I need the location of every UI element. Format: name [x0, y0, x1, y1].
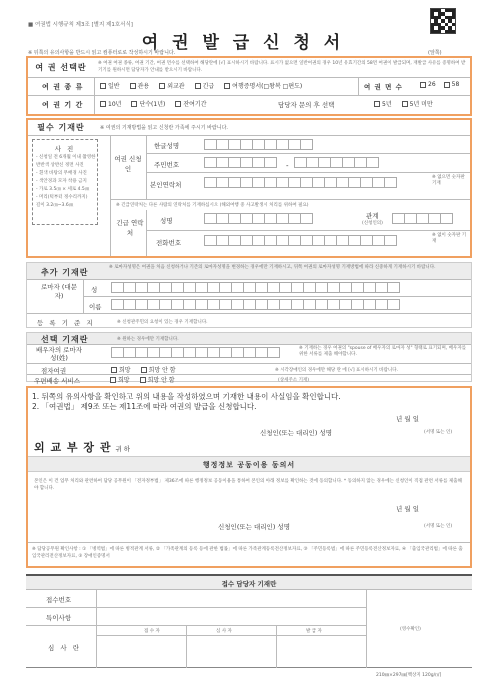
- emergency-phone-input[interactable]: [204, 235, 396, 246]
- paper-spec: 210㎜×297㎜[백상지 120g/㎡]: [376, 673, 442, 678]
- photo-title: 사 진: [54, 145, 76, 153]
- contact-input[interactable]: [204, 177, 396, 188]
- page-side-label: (앞쪽): [428, 50, 442, 56]
- applicant-label: 여권 신청인: [114, 155, 142, 173]
- passport-select-section: [26, 56, 472, 116]
- required-note: ※ 여권의 기재방법을 읽고 신청란 가족에 주시기 바랍니다.: [100, 125, 228, 131]
- relation-sub-label: (신청인의): [362, 221, 383, 226]
- receiver-col: 접 수 자: [144, 629, 160, 634]
- photo-box[interactable]: [32, 139, 98, 225]
- surname-input[interactable]: [111, 282, 399, 293]
- required-title: 필수 기재란: [37, 122, 85, 132]
- period-option-single[interactable]: 단수(1년): [131, 99, 165, 108]
- additional-title: 추가 기재란: [41, 268, 89, 277]
- declaration-applicant-label: 신청인(또는 대리인) 성명: [260, 429, 332, 437]
- staff-section-title: 접수 담당자 기재란: [221, 580, 277, 588]
- passport-type-label: 여 권 종 류: [42, 83, 84, 91]
- surname-label: 성: [91, 286, 98, 294]
- period-option-under-5y[interactable]: 5년 미만: [402, 99, 433, 108]
- required-section: 필수 기재란 ※ 여권의 기재방법을 읽고 신청란 가족에 주시기 바랍니다. 사 진 - 신청일 전 6개월 이내 촬영한 반반색 상반신 정면 사진 - 흰색 바탕의 무배경 사진 - 색안경과 모자 착용 금지 - 가로 3.5㎝ × 세로 4.5㎝ - 머리(턱부터 정수리까지) 길이 3.2㎝~3.6㎝ 여권 신청인 한글성명 주민번호 - 본인연락처 ※ 없으면 숫자판 기재 ※ 긴급연락처는 다른 사람의 연락처를 기재하십시오 (해외여행 중 사고발생시 처리를 위하여 필요) 긴급 연락처 성명 관계 (신청인의) 전화번호 ※ 없이 숫자판 기재: [26, 118, 472, 258]
- period-option-remaining[interactable]: 잔여기간: [175, 99, 206, 108]
- passport-select-title: 여 권 선택란: [35, 62, 87, 72]
- optional-section: [26, 332, 472, 382]
- registration-base-label: 등 록 기 준 지: [37, 319, 95, 327]
- issuer-col: 발 급 자: [306, 629, 322, 634]
- phone-none-note: ※ 없이 숫자판 기재: [432, 233, 467, 244]
- relation-input[interactable]: [392, 213, 452, 224]
- consent-sign-label: (서명 또는 인): [424, 524, 453, 529]
- emergency-contact-label: 긴급 연락처: [116, 219, 144, 237]
- optional-title: 선택 기재란: [41, 335, 89, 344]
- consent-applicant-label: 신청인(또는 대리인) 성명: [218, 523, 290, 531]
- braille-note: ※ 시각장애인의 경우에만 해당 란 에 [√] 표시하시기 바랍니다.: [275, 368, 399, 373]
- resident-number-input[interactable]: [204, 157, 276, 168]
- roman-name-label: 로마자 (대문자): [41, 283, 77, 300]
- declaration-section: [26, 386, 472, 568]
- pages-option-58[interactable]: 58: [444, 81, 460, 88]
- period-option-10y[interactable]: 10년: [100, 99, 121, 108]
- passport-select-note: ※ 여권 여권 종류, 여권 기간, 여권 면수를 선택하여 해당란에 [√] 표시하시기 바랍니다. 표시가 없으면 일반여권의 경우 10년 유효기간의 58면 여권이 발급되며, 재발급 사유를 증명하여 받기기를 원하시면 담당자가 안내를 받으시기 바랍니다.: [98, 61, 466, 73]
- post-option-yes[interactable]: 희망: [110, 375, 130, 384]
- spouse-note: ※ 기재하는 경우 여권의 "spouse of 배우자의 로마자 성" 형태로 표기되며, 배우자를 위한 서류를 제출 해야합니다.: [299, 346, 467, 357]
- declaration-date: 년 월 일: [396, 415, 419, 423]
- consent-date: 년 월 일: [396, 505, 419, 513]
- minister-to-label: 귀 하: [115, 445, 131, 453]
- form-title: 여 권 발 급 신 청 서: [141, 33, 345, 53]
- period-option-5y[interactable]: 5년: [374, 99, 392, 108]
- emergency-name-label: 성명: [160, 217, 173, 225]
- receipt-confirm-label: (영수확인): [400, 627, 421, 632]
- additional-note: ※ 로마자성명은 여권을 처음 신청하거나 기존의 로마자성명을 변경하는 경우에만 기재하시고, 뒤쪽 여권의 로마자성명 기재방법에 따라 신중하게 기재하시기 바랍니다.: [109, 265, 436, 270]
- minister-label: 외 교 부 장 관: [34, 441, 112, 454]
- declaration-line-2: 2. 「여권법」 제9조 또는 제11조에 따라 여권의 발급을 신청합니다.: [32, 402, 257, 411]
- spouse-label: 배우자의 로마자 성(姓): [35, 346, 83, 362]
- receipt-number-label: 접수번호: [46, 596, 72, 604]
- post-note: (상세주소 기재): [278, 378, 310, 383]
- additional-section: [26, 262, 472, 328]
- registration-base-note: ※ 신청관주민의 요청이 있는 경우 기재합니다.: [117, 320, 208, 325]
- post-option-no[interactable]: 희망 안 함: [140, 375, 175, 384]
- post-service-label: 우편배송 서비스: [34, 377, 81, 385]
- reviewer-col: 심 사 자: [216, 629, 232, 634]
- documents-note: ※ 담당공무원 확인사항 : ① 「병역법」에 따른 병적관계 서류, ② 「가족관계의 등록 등에 관한 법률」에 따른 가족관계등록전산정보자료, ③ 「주민등록법」에 따른 주민등록전산정보자료, ④ 「출입국관리법」에 따른 출입국관리전산정보자료, ⑤ 장애인증명서: [32, 547, 463, 559]
- staff-section: [26, 590, 472, 668]
- korean-name-label: 한글성명: [154, 142, 180, 150]
- passport-period-label: 여 권 기 간: [42, 101, 84, 109]
- consent-text: 본인은 이 건 업무 처리와 관련하여 담당 공무원이 「전자정부법」 제36조에 따른 행정정보 공동이용을 통하여 본인의 아래 정보를 확인하는 것에 동의합니다. * 동의하지 않는 경우에는 신청인이 직접 관련 서류를 제출해야 합니다.: [34, 479, 462, 491]
- given-name-input[interactable]: [111, 299, 399, 310]
- braille-option-no[interactable]: 희망 안 함: [141, 365, 176, 374]
- contact-staff-label: 담당자 문의 후 선택: [278, 101, 335, 109]
- photo-guidelines: - 신청일 전 6개월 이내 촬영한 반반색 상반신 정면 사진 - 흰색 바탕의 무배경 사진 - 색안경과 모자 착용 금지 - 가로 3.5㎝ × 세로 4.5㎝ - 머리(턱부터 정수리까지) 길이 3.2㎝~3.6㎝: [36, 155, 96, 208]
- regulation-reference: ■ 여권법 시행규칙 제3조 [별지 제1호서식]: [28, 22, 133, 28]
- korean-name-input[interactable]: [204, 139, 312, 150]
- resident-number-input-2[interactable]: [294, 157, 378, 168]
- spouse-input[interactable]: [111, 347, 279, 358]
- contact-none-note: ※ 없으면 숫자판 기재: [432, 175, 465, 186]
- type-option-general[interactable]: 일반: [100, 81, 120, 90]
- emergency-note: ※ 긴급연락처는 다른 사람의 연락처를 기재하십시오 (해외여행 중 사고발생시 처리를 위하여 필요): [116, 203, 309, 208]
- optional-note: ※ 원하는 경우에만 기재합니다.: [117, 337, 179, 342]
- contact-label: 본인연락처: [150, 181, 182, 189]
- resident-number-label: 주민번호: [154, 161, 180, 169]
- given-name-label: 이름: [89, 303, 102, 311]
- emergency-phone-label: 전화번호: [156, 239, 182, 247]
- braille-option-yes[interactable]: 희망: [111, 365, 131, 374]
- special-notes-label: 특이사항: [46, 614, 72, 622]
- braille-label: 점자여권: [41, 367, 67, 375]
- passport-pages-label: 여 권 면 수: [364, 83, 403, 91]
- pages-option-26[interactable]: 26: [420, 81, 436, 88]
- declaration-sign-label: (서명 또는 인): [424, 430, 453, 435]
- relation-label: 관계: [366, 212, 379, 220]
- emergency-name-input[interactable]: [204, 213, 312, 224]
- type-option-travel-certificate[interactable]: 여행증명서(□왕복 □편도): [224, 81, 302, 90]
- type-option-diplomatic[interactable]: 외교관: [159, 81, 184, 90]
- declaration-line-1: 1. 뒤쪽의 유의사항을 확인하고 위의 내용을 작성하였으며 기재한 내용이 사실임을 확인합니다.: [32, 392, 341, 401]
- consent-title: 행정정보 공동이용 동의서: [202, 461, 296, 469]
- notice-text: ※ 뒤쪽의 유의사항을 반드시 읽고 컴퓨터로로 작성하시기 바랍니다.: [28, 50, 176, 56]
- type-option-emergency[interactable]: 긴급: [195, 81, 215, 90]
- review-label: 심 사 란: [48, 644, 81, 652]
- type-option-official[interactable]: 관용: [130, 81, 150, 90]
